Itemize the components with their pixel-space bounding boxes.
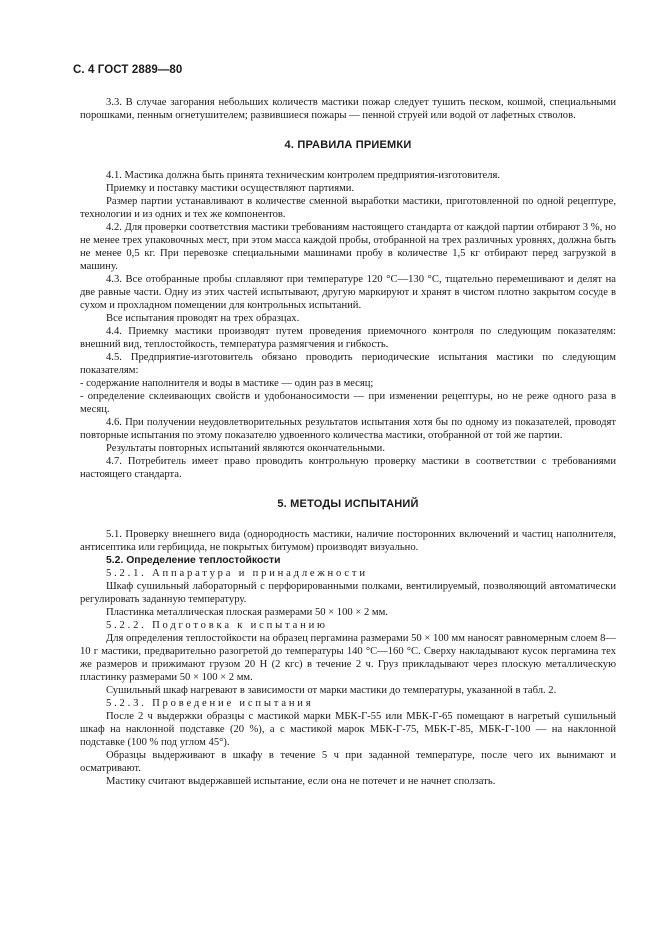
paragraph-4-1-c: Размер партии устанавливают в количестве сменной выработки мастики, приготовленной по одной рецептуре, технологии и из одних и тех же компонентов.	[80, 196, 616, 220]
section-5-title: 5. МЕТОДЫ ИСПЫТАНИЙ	[277, 498, 419, 510]
subsection-5-2-title: 5.2. Определение теплостойкости	[106, 555, 281, 566]
subsection-5-2-1-title: 5.2.1. Аппаратура и принадлежности	[106, 568, 368, 579]
subsection-5-2-3-title: 5.2.3. Проведение испытания	[106, 698, 314, 709]
paragraph-5-2-3-a: После 2 ч выдержки образцы с мастикой марки МБК-Г-55 или МБК-Г-65 помещают в нагретый сушильный шкаф на наклонной подставке (20 %), а с мастикой марок МБК-Г-75, МБК-Г-85, МБК-Г-100 — на наклонной подставке (100 % под углом 45°).	[80, 711, 616, 748]
paragraph-5-2-2-a: Для определения теплостойкости на образец пергамина размерами 50 × 100 мм наносят равномерным слоем 8—10 г мастики, предварительно разогретой до температуры 140 °С—160 °С. Сверху накладывают кусок пергамина тех же размеров и прижимают грузом 20 Н (2 кгс) в течение 2 ч. Груз прикладывают через плоскую металлическую пластинку размерами 50 × 100 × 2 мм.	[80, 633, 616, 683]
section-4-title: 4. ПРАВИЛА ПРИЕМКИ	[284, 139, 412, 151]
paragraph-5-2-1-a: Шкаф сушильный лабораторный с перфорированными полками, вентилируемый, позволяющий автоматически регулировать заданную температуру.	[80, 581, 616, 605]
page-header: С. 4 ГОСТ 2889—80	[73, 64, 183, 76]
paragraph-5-2-3-c: Мастику считают выдержавшей испытание, если она не потечет и не начнет сползать.	[106, 776, 496, 787]
paragraph-4-1: 4.1. Мастика должна быть принята техническим контролем предприятия-изготовителя.	[106, 170, 501, 181]
paragraph-4-3: 4.3. Все отобранные пробы сплавляют при температуре 120 °С—130 °С, тщательно перемешивают и делят на две равные части. Одну из этих частей испытывают, другую маркируют и хранят в чистом плотно закрытом сосуде в сухом и прохладном помещении для контрольных испытаний.	[80, 274, 616, 311]
list-item-4-5-b: - определение склеивающих свойств и удобонаносимости — при изменении рецептуры, но не реже одного раза в месяц.	[80, 391, 616, 415]
paragraph-4-4: 4.4. Приемку мастики производят путем проведения приемочного контроля по следующим показателям: внешний вид, теплостойкость, температура размягчения и гибкость.	[80, 326, 616, 350]
subsection-5-2-2-title: 5.2.2. Подготовка к испытанию	[106, 620, 328, 631]
paragraph-5-1: 5.1. Проверку внешнего вида (однородность мастики, наличие посторонних включений и частиц наполнителя, антисептика или гербицида, не покрытых битумом) производят визуально.	[80, 529, 616, 553]
paragraph-5-2-3-b: Образцы выдерживают в шкафу в течение 5 ч при заданной температуре, после чего их вынимают и осматривают.	[80, 750, 616, 774]
paragraph-4-1-b: Приемку и поставку мастики осуществляют партиями.	[106, 183, 355, 194]
paragraph-5-2-2-b: Сушильный шкаф нагревают в зависимости от марки мастики до температуры, указанной в табл. 2.	[106, 685, 557, 696]
paragraph-4-6: 4.6. При получении неудовлетворительных результатов испытания хотя бы по одному из показателей, проводят повторные испытания по этому показателю удвоенного количества мастики, отобранной от той же партии.	[80, 417, 616, 441]
paragraph-4-6-b: Результаты повторных испытаний являются окончательными.	[106, 443, 386, 454]
paragraph-4-3-b: Все испытания проводят на трех образцах.	[106, 313, 300, 324]
document-body	[80, 96, 616, 788]
paragraph-3-3: 3.3. В случае загорания небольших количеств мастики пожар следует тушить песком, кошмой, специальными порошками, пенным огнетушителем; развившиеся пожары — пенной струей или водой от лафетных стволов.	[80, 97, 616, 121]
paragraph-4-5: 4.5. Предприятие-изготовитель обязано проводить периодические испытания мастики по следующим показателям:	[80, 352, 616, 376]
paragraph-4-2: 4.2. Для проверки соответствия мастики требованиям настоящего стандарта от каждой партии отбирают 3 %, но не менее трех упаковочных мест, при этом масса каждой пробы, отобранной на трех различных уровнях, должна быть не менее 0,5 кг. При перевозке специальными машинами пробу в количестве 1,5 кг отбирают перед загрузкой в машину.	[80, 222, 616, 272]
paragraph-5-2-1-b: Пластинка металлическая плоская размерами 50 × 100 × 2 мм.	[106, 607, 388, 618]
paragraph-4-7: 4.7. Потребитель имеет право проводить контрольную проверку мастики в соответствии с требованиями настоящего стандарта.	[80, 456, 616, 480]
list-item-4-5-a: - содержание наполнителя и воды в мастике — один раз в месяц;	[80, 378, 374, 389]
